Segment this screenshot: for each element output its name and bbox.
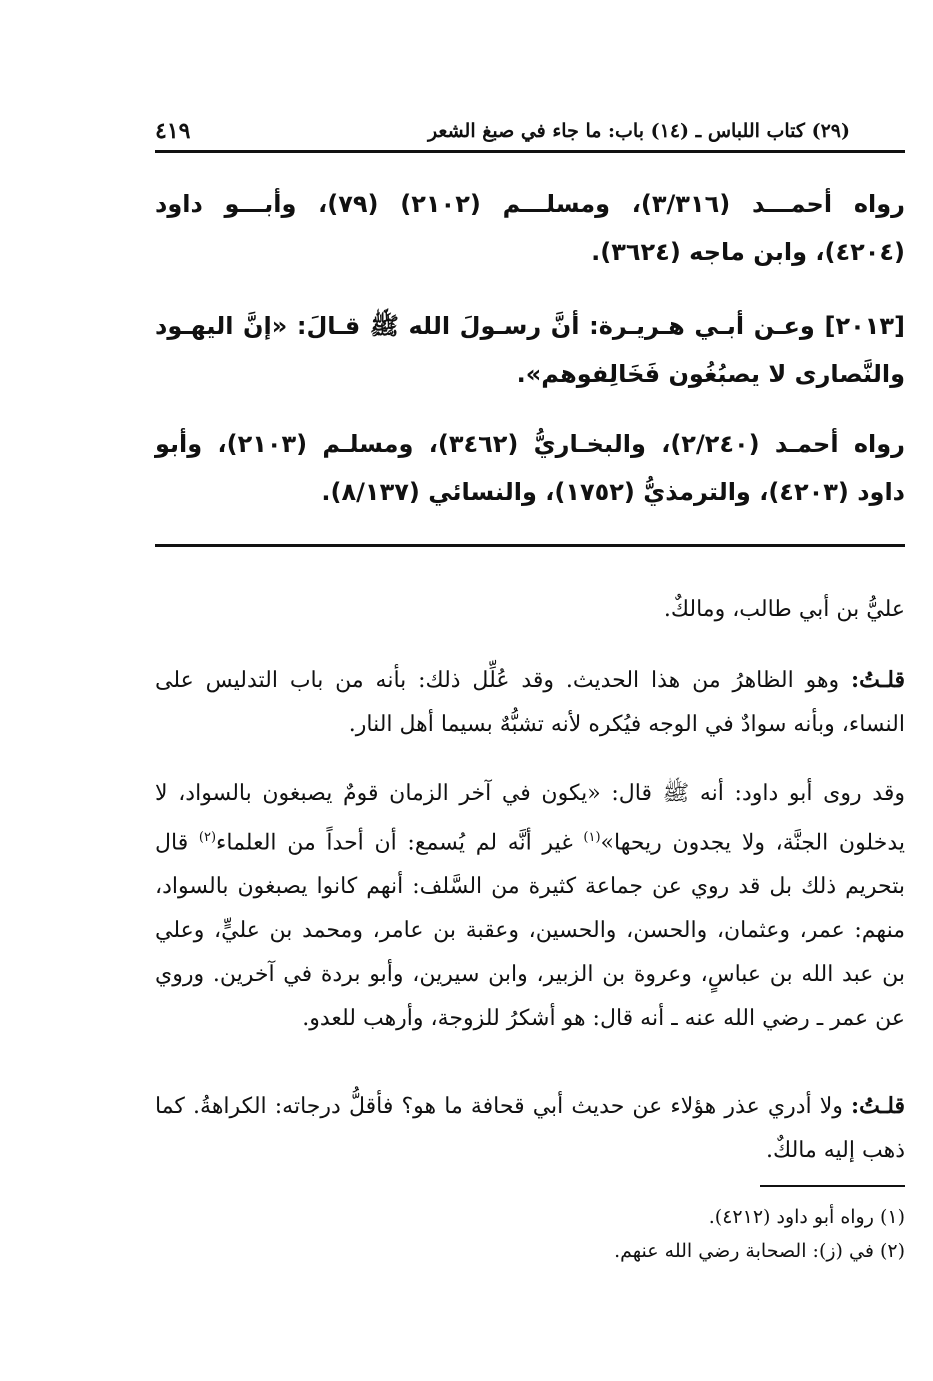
commentary-text-3c: قال بتحريم ذلك بل قد روي عن جماعة كثيرة من السَّلف: أنهم كانوا يصبغون بالسواد، منهم: عمر، وعثمان، والحسن، والحسين، وعقبة بن عامر، ومحمد بن عليٍّ، وعلي بن عبد الله بن عباسٍ، وعروة بن الزبير، وابن سيرين، وأبو بردة في آخرين. وروي عن عمر ـ رضي الله عنه ـ أنه قال: هو أشكرُ للزوجة، وأرهب للعدو. [155, 830, 905, 1032]
footnote-ref-1: (١) [583, 830, 601, 845]
commentary-paragraph-4 [155, 1084, 905, 1173]
qultu-label-2: قلـتُ: [851, 1093, 905, 1119]
commentary-paragraph-1 [155, 588, 905, 632]
footnote-2: (٢) في (ز): الصحابة رضي الله عنهم. [614, 1240, 905, 1262]
footnote-ref-2: (٢) [198, 830, 217, 845]
page-header [155, 112, 905, 150]
reference-paragraph-2 [155, 420, 905, 516]
commentary-text-2: وهو الظاهرُ من هذا الحديث. وقد عُلِّل ذلك: بأنه من باب التدليس على النساء، وبأنه سوادٌ في الوجه فيُكره لأنه تشبُّهٌ بسيما أهل النار. [155, 668, 905, 737]
hadith-text: [٢٠١٣] وعـن أبـي هـريـرة: أنَّ رسـولَ الله ﷺ قـالَ: «إنَّ اليهـود والنَّصارى لا يصبُغُون فَخَالِفوهم». [155, 312, 905, 388]
running-title: (٢٩) كتاب اللباس ـ (١٤) باب: ما جاء في صبغ الشعر [427, 120, 850, 142]
qultu-label: قلـتُ: [851, 667, 905, 693]
footnote-1: (١) رواه أبو داود (٤٢١٢). [708, 1206, 905, 1228]
commentary-paragraph-3 [155, 772, 905, 1041]
reference-text-2: رواه أحمـد (٢/٢٤٠)، والبخـاريُّ (٣٤٦٢)، ومسلـم (٢١٠٣)، وأبو داود (٤٢٠٣)، والترمذيُّ (١٧٥٢)، والنسائي (٨/١٣٧). [155, 430, 905, 506]
header-divider [155, 150, 905, 153]
commentary-text-3a: وقد روى أبو داود: أنه ﷺ قال: «يكون في آخر الزمان قومٌ يصبغون بالسواد، لا يدخلون الجنَّة، ولا يجدون ريحها» [155, 781, 905, 856]
page-number: ٤١٩ [155, 118, 191, 144]
commentary-text-3b: غير أنَّه لم يُسمع: أن أحداً من العلماء [216, 830, 584, 856]
footnote-divider [760, 1185, 905, 1187]
commentary-text-1: عليُّ بن أبي طالب، ومالكٌ. [663, 597, 905, 622]
hadith-paragraph [155, 302, 905, 398]
commentary-paragraph-2 [155, 658, 905, 747]
commentary-text-4: ولا أدري عذر هؤلاء عن حديث أبي قحافة ما هو؟ فأقلُّ درجاته: الكراهةُ. كما ذهب إليه مالكٌ. [155, 1094, 905, 1163]
reference-paragraph-1 [155, 180, 905, 276]
section-divider [155, 544, 905, 547]
reference-text-1: رواه أحمـــد (٣/٣١٦)، ومسلـــم (٢١٠٢) (٧٩)، وأبـــو داود (٤٢٠٤)، وابن ماجه (٣٦٢٤). [155, 190, 905, 266]
